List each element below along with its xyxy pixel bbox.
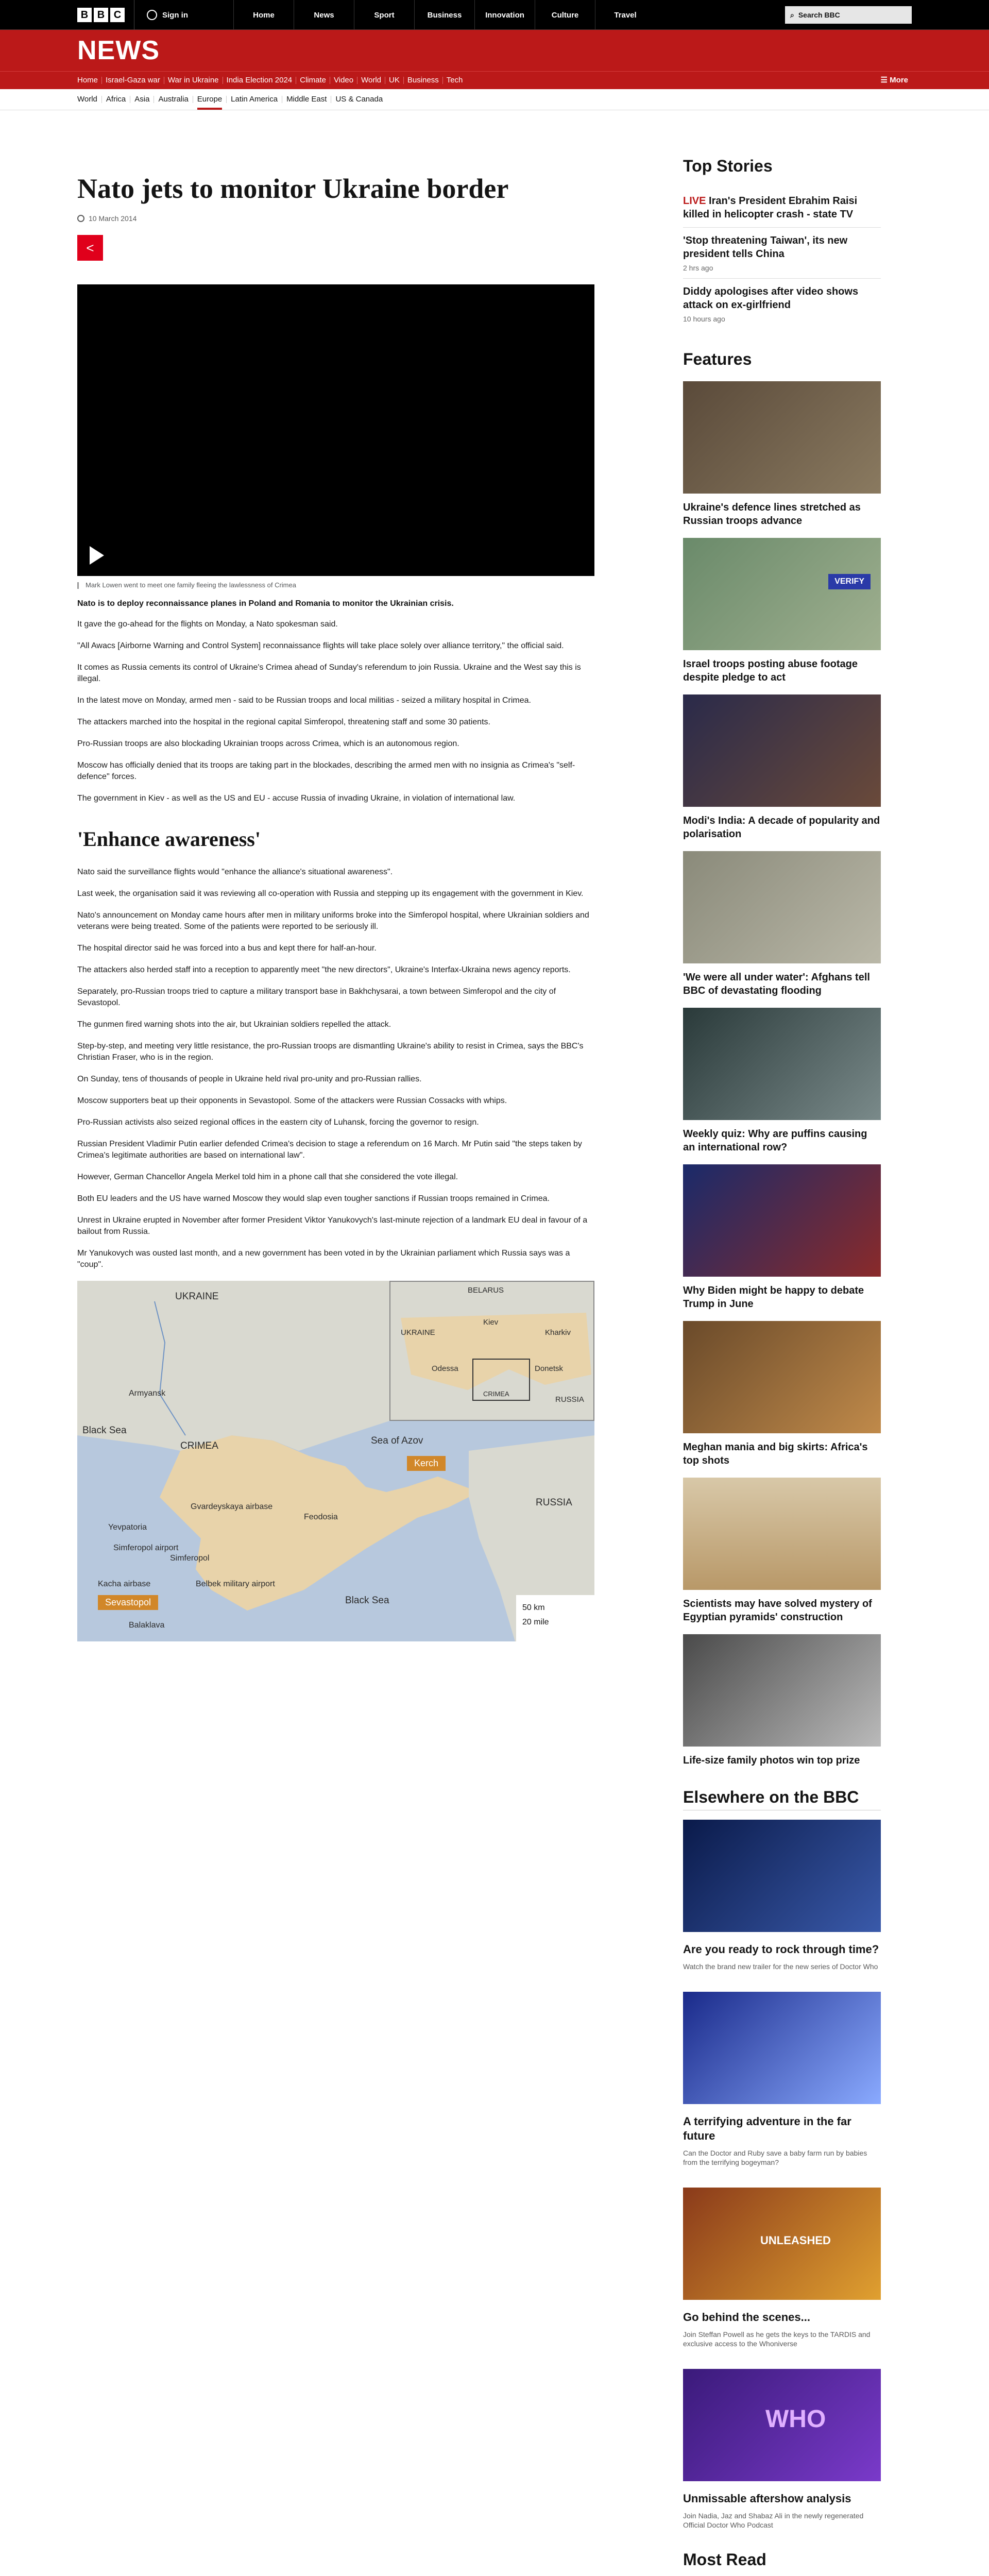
inset-label: UKRAINE (401, 1328, 435, 1337)
article (77, 172, 594, 1641)
top-story[interactable] (683, 279, 881, 329)
clock-icon (77, 215, 84, 222)
paragraph: Pro-Russian activists also seized regional offices in the eastern city of Luhansk, forcing the governor to resign. (77, 1118, 479, 1127)
global-nav (233, 0, 655, 30)
feature-image (683, 851, 881, 963)
subnav-australia[interactable]: Australia (154, 96, 193, 103)
section-home[interactable]: Home (77, 77, 102, 84)
paragraph: It comes as Russia cements its control of Ukraine's Crimea ahead of Sunday's referendum to join Russia. Ukraine and the West say this is illegal. (77, 663, 581, 683)
promo-tile-text: WHO (765, 2405, 826, 2433)
top-story-time: 10 hours ago (683, 315, 725, 323)
promo-item[interactable] (683, 2369, 881, 2530)
inset-label: BELARUS (468, 1286, 504, 1295)
crimea-map (77, 1281, 594, 1641)
inset-label: Odessa (432, 1364, 458, 1373)
nav-culture[interactable]: Culture (535, 0, 595, 30)
paragraph: Both EU leaders and the US have warned Moscow they would slap even tougher sanctions if Russian troops remained in Crimea. (77, 1194, 550, 1203)
search-label: Search BBC (798, 11, 840, 19)
map-label: Simferopol (170, 1554, 210, 1563)
section-climate[interactable]: Climate (296, 77, 330, 84)
features-heading: Features (683, 350, 752, 368)
promo-desc: Watch the brand new trailer for the new series of Doctor Who (683, 1962, 878, 1971)
world-subnav (0, 89, 989, 110)
article-intro: Nato is to deploy reconnaissance planes in Poland and Romania to monitor the Ukrainian crisis. (77, 599, 454, 608)
share-button[interactable] (77, 235, 103, 261)
top-story-title: Diddy apologises after video shows attack on ex-girlfriend (683, 286, 859, 311)
paragraph: Separately, pro-Russian troops tried to capture a military transport base in Bakhchysarai, a town between Simferopol and the city of Sevastopol. (77, 987, 556, 1007)
verify-badge: VERIFY (828, 574, 871, 589)
feature-item[interactable] (683, 851, 881, 997)
subnav-middle-east[interactable]: Middle East (282, 96, 331, 103)
paragraph: Unrest in Ukraine erupted in November after former President Viktor Yanukovych's last-minute rejection of a landmark EU deal in favour of a bailout from Russia. (77, 1216, 588, 1236)
subnav-europe[interactable]: Europe (193, 96, 227, 103)
feature-item[interactable] (683, 1164, 881, 1311)
section-video[interactable]: Video (330, 77, 357, 84)
subnav-world[interactable]: World (77, 96, 102, 103)
feature-title: Meghan mania and big skirts: Africa's top shots (683, 1442, 868, 1466)
paragraph: The attackers marched into the hospital in the regional capital Simferopol, threatening staff and some 30 patients. (77, 718, 490, 726)
feature-title: Why Biden might be happy to debate Trump in June (683, 1285, 864, 1310)
promo-item[interactable] (683, 2188, 881, 2348)
map-label-tag: Kerch (407, 1456, 446, 1471)
feature-item[interactable] (683, 1008, 881, 1154)
paragraph: Mr Yanukovych was ousted last month, and a new government has been voted in by the Ukrainian parliament which Russia says was a "coup". (77, 1249, 570, 1269)
promo-title: Are you ready to rock through time? (683, 1943, 879, 1956)
feature-title: Modi's India: A decade of popularity and polarisation (683, 815, 880, 840)
search-icon: ⌕ (790, 10, 794, 19)
article-date: 10 March 2014 (89, 214, 137, 223)
paragraph: "All Awacs [Airborne Warning and Control System] reconnaissance flights will take place solely over alliance territory," the official said. (77, 641, 564, 650)
nav-news[interactable]: News (294, 0, 354, 30)
section-world[interactable]: World (357, 77, 385, 84)
promo-title: Go behind the scenes... (683, 2311, 810, 2324)
paragraph: The gunmen fired warning shots into the air, but Ukrainian soldiers repelled the attack. (77, 1020, 391, 1029)
map-label: Armyansk (129, 1389, 166, 1398)
promo-title: Unmissable aftershow analysis (683, 2492, 851, 2505)
paragraph: The government in Kiev - as well as the US and EU - accuse Russia of invading Ukraine, in violation of international law. (77, 794, 516, 803)
scale-mile: 20 mile (522, 1618, 549, 1626)
feature-image (683, 1008, 881, 1120)
nav-travel[interactable]: Travel (595, 0, 655, 30)
section-india-election[interactable]: India Election 2024 (223, 77, 297, 84)
user-icon (147, 10, 157, 20)
map-label: Belbek military airport (196, 1580, 275, 1588)
elsewhere-heading: Elsewhere on the BBC (683, 1788, 881, 1810)
map-label: Black Sea (345, 1595, 389, 1606)
top-story-time: 2 hrs ago (683, 264, 713, 272)
nav-sport[interactable]: Sport (354, 0, 414, 30)
news-sections (0, 71, 989, 89)
feature-title: Scientists may have solved mystery of Egyptian pyramids' construction (683, 1598, 872, 1623)
news-bar (0, 30, 989, 71)
feature-title: Life-size family photos win top prize (683, 1755, 860, 1766)
section-israel-gaza[interactable]: Israel-Gaza war (102, 77, 164, 84)
top-stories-heading: Top Stories (683, 157, 773, 175)
video-player[interactable] (77, 284, 594, 576)
feature-item[interactable] (683, 381, 881, 528)
feature-image (683, 381, 881, 494)
bbc-logo[interactable]: B B C (77, 8, 125, 22)
nav-business[interactable]: Business (414, 0, 474, 30)
most-read-heading: Most Read (683, 2550, 766, 2569)
share-icon: < (86, 240, 94, 256)
more-menu-button[interactable]: ☰ More (880, 76, 908, 84)
section-ukraine[interactable]: War in Ukraine (164, 77, 223, 84)
top-story[interactable] (683, 188, 881, 228)
subnav-latin-america[interactable]: Latin America (227, 96, 282, 103)
signin-link[interactable] (134, 0, 200, 30)
paragraph: Russian President Vladimir Putin earlier defended Crimea's decision to stage a referendum on 16 March. Mr Putin said "the steps taken by Crimea's legitimate authorities are based on international law". (77, 1140, 582, 1160)
sidebar (683, 157, 881, 2576)
feature-image (683, 1634, 881, 1747)
scale-km: 50 km (522, 1603, 545, 1612)
paragraph: Step-by-step, and meeting very little resistance, the pro-Russian troops are dismantling Ukraine's ability to resist in Crimea, says the BBC's Christian Fraser, who is in the region. (77, 1042, 584, 1062)
inset-label: Donetsk (535, 1364, 564, 1373)
paragraph: It gave the go-ahead for the flights on Monday, a Nato spokesman said. (77, 620, 338, 629)
paragraph: Last week, the organisation said it was reviewing all co-operation with Russia and stepping up its engagement with the government in Kiev. (77, 889, 584, 898)
feature-item[interactable] (683, 694, 881, 841)
video-caption: Mark Lowen went to meet one family fleeing the lawlessness of Crimea (77, 581, 594, 589)
paragraph: Nato said the surveillance flights would "enhance the alliance's situational awareness". (77, 868, 393, 876)
promo-image (683, 2369, 881, 2481)
subnav-us-canada[interactable]: US & Canada (335, 95, 383, 104)
section-uk[interactable]: UK (385, 77, 404, 84)
nav-innovation[interactable]: Innovation (474, 0, 535, 30)
promo-title: A terrifying adventure in the far future (683, 2115, 851, 2142)
feature-image (683, 694, 881, 807)
feature-item[interactable] (683, 538, 881, 684)
top-story-title: 'Stop threatening Taiwan', its new president tells China (683, 235, 848, 260)
paragraph: The hospital director said he was forced into a bus and kept there for half-an-hour. (77, 944, 377, 953)
feature-image (683, 1321, 881, 1433)
inset-label: Kharkiv (545, 1328, 571, 1337)
map-label: Simferopol airport (113, 1544, 179, 1552)
inset-label: CRIMEA (483, 1390, 509, 1398)
feature-title: Weekly quiz: Why are puffins causing an international row? (683, 1128, 867, 1153)
section-business[interactable]: Business (404, 77, 443, 84)
paragraph: On Sunday, tens of thousands of people in Ukraine held rival pro-unity and pro-Russian rallies. (77, 1075, 422, 1083)
paragraph: In the latest move on Monday, armed men - said to be Russian troops and local militias - seized a military hospital in Crimea. (77, 696, 531, 705)
subnav-asia[interactable]: Asia (130, 96, 154, 103)
subnav-africa[interactable]: Africa (102, 96, 130, 103)
map-label: Feodosia (304, 1513, 338, 1521)
promo-desc: Join Steffan Powell as he gets the keys to the TARDIS and exclusive access to the Whoniverse (683, 2330, 871, 2348)
top-story[interactable] (683, 228, 881, 279)
feature-title: Ukraine's defence lines stretched as Russian troops advance (683, 502, 861, 527)
paragraph: Nato's announcement on Monday came hours after men in military uniforms broke into the Simferopol hospital, where Ukrainian soldiers and veterans were being treated. Some of the patients were reported to be seriously ill. (77, 911, 589, 931)
inset-label: Kiev (483, 1318, 499, 1327)
inset-label: RUSSIA (555, 1395, 584, 1404)
signin-label: Sign in (162, 10, 188, 20)
map-label: Kacha airbase (98, 1580, 151, 1588)
map-label: Sea of Azov (371, 1435, 423, 1446)
article-meta (77, 214, 594, 223)
map-label: CRIMEA (180, 1440, 218, 1451)
map-inset (389, 1281, 594, 1421)
search-box[interactable] (785, 6, 912, 24)
paragraph: Moscow has officially denied that its troops are taking part in the blockades, describing the armed men with no insignia as Crimea's "self-defence" forces. (77, 761, 575, 781)
paragraph: The attackers also herded staff into a reception to apparently meet "the new directors", Ukraine's Interfax-Ukraina news agency reports. (77, 965, 571, 974)
global-header (0, 0, 989, 30)
feature-title: Israel troops posting abuse footage despite pledge to act (683, 658, 858, 683)
paragraph: However, German Chancellor Angela Merkel told him in a phone call that she considered the vote illegal. (77, 1173, 458, 1181)
map-label-tag: Sevastopol (98, 1595, 158, 1610)
news-title[interactable]: NEWS (77, 36, 160, 65)
map-scale (516, 1595, 594, 1641)
nav-home[interactable]: Home (233, 0, 294, 30)
elsewhere-list (683, 1820, 881, 2530)
article-body (77, 619, 594, 1270)
feature-image (683, 538, 881, 650)
feature-image (683, 1164, 881, 1277)
promo-item[interactable] (683, 1820, 881, 1971)
promo-desc: Join Nadia, Jaz and Shabaz Ali in the newly regenerated Official Doctor Who Podcast (683, 2512, 864, 2529)
feature-image (683, 1478, 881, 1590)
map-label: Black Sea (82, 1425, 127, 1436)
section-tech[interactable]: Tech (446, 76, 463, 84)
feature-title: 'We were all under water': Afghans tell BBC of devastating flooding (683, 972, 870, 996)
paragraph: Pro-Russian troops are also blockading Ukrainian troops across Crimea, which is an autonomous region. (77, 739, 459, 748)
section-heading: 'Enhance awareness' (77, 827, 261, 851)
promo-image (683, 1992, 881, 2104)
feature-item[interactable] (683, 1478, 881, 1624)
article-headline: Nato jets to monitor Ukraine border (77, 173, 509, 204)
map-label: Balaklava (129, 1621, 165, 1630)
promo-image (683, 2188, 881, 2300)
map-label: UKRAINE (175, 1291, 219, 1302)
promo-item[interactable] (683, 1992, 881, 2167)
top-story-title: Iran's President Ebrahim Raisi killed in helicopter crash - state TV (683, 195, 858, 220)
feature-item[interactable] (683, 1321, 881, 1467)
map-label: Yevpatoria (108, 1523, 147, 1532)
play-icon[interactable] (90, 546, 104, 565)
promo-image (683, 1820, 881, 1932)
promo-tile-text: UNLEASHED (760, 2234, 831, 2247)
map-label: Gvardeyskaya airbase (191, 1502, 273, 1511)
promo-desc: Can the Doctor and Ruby save a baby farm run by babies from the terrifying bogeyman? (683, 2149, 867, 2166)
live-badge: LIVE (683, 195, 706, 207)
map-label: RUSSIA (536, 1497, 572, 1508)
paragraph: Moscow supporters beat up their opponents in Sevastopol. Some of the attackers were Russian Cossacks with whips. (77, 1096, 507, 1105)
feature-item[interactable] (683, 1634, 881, 1767)
